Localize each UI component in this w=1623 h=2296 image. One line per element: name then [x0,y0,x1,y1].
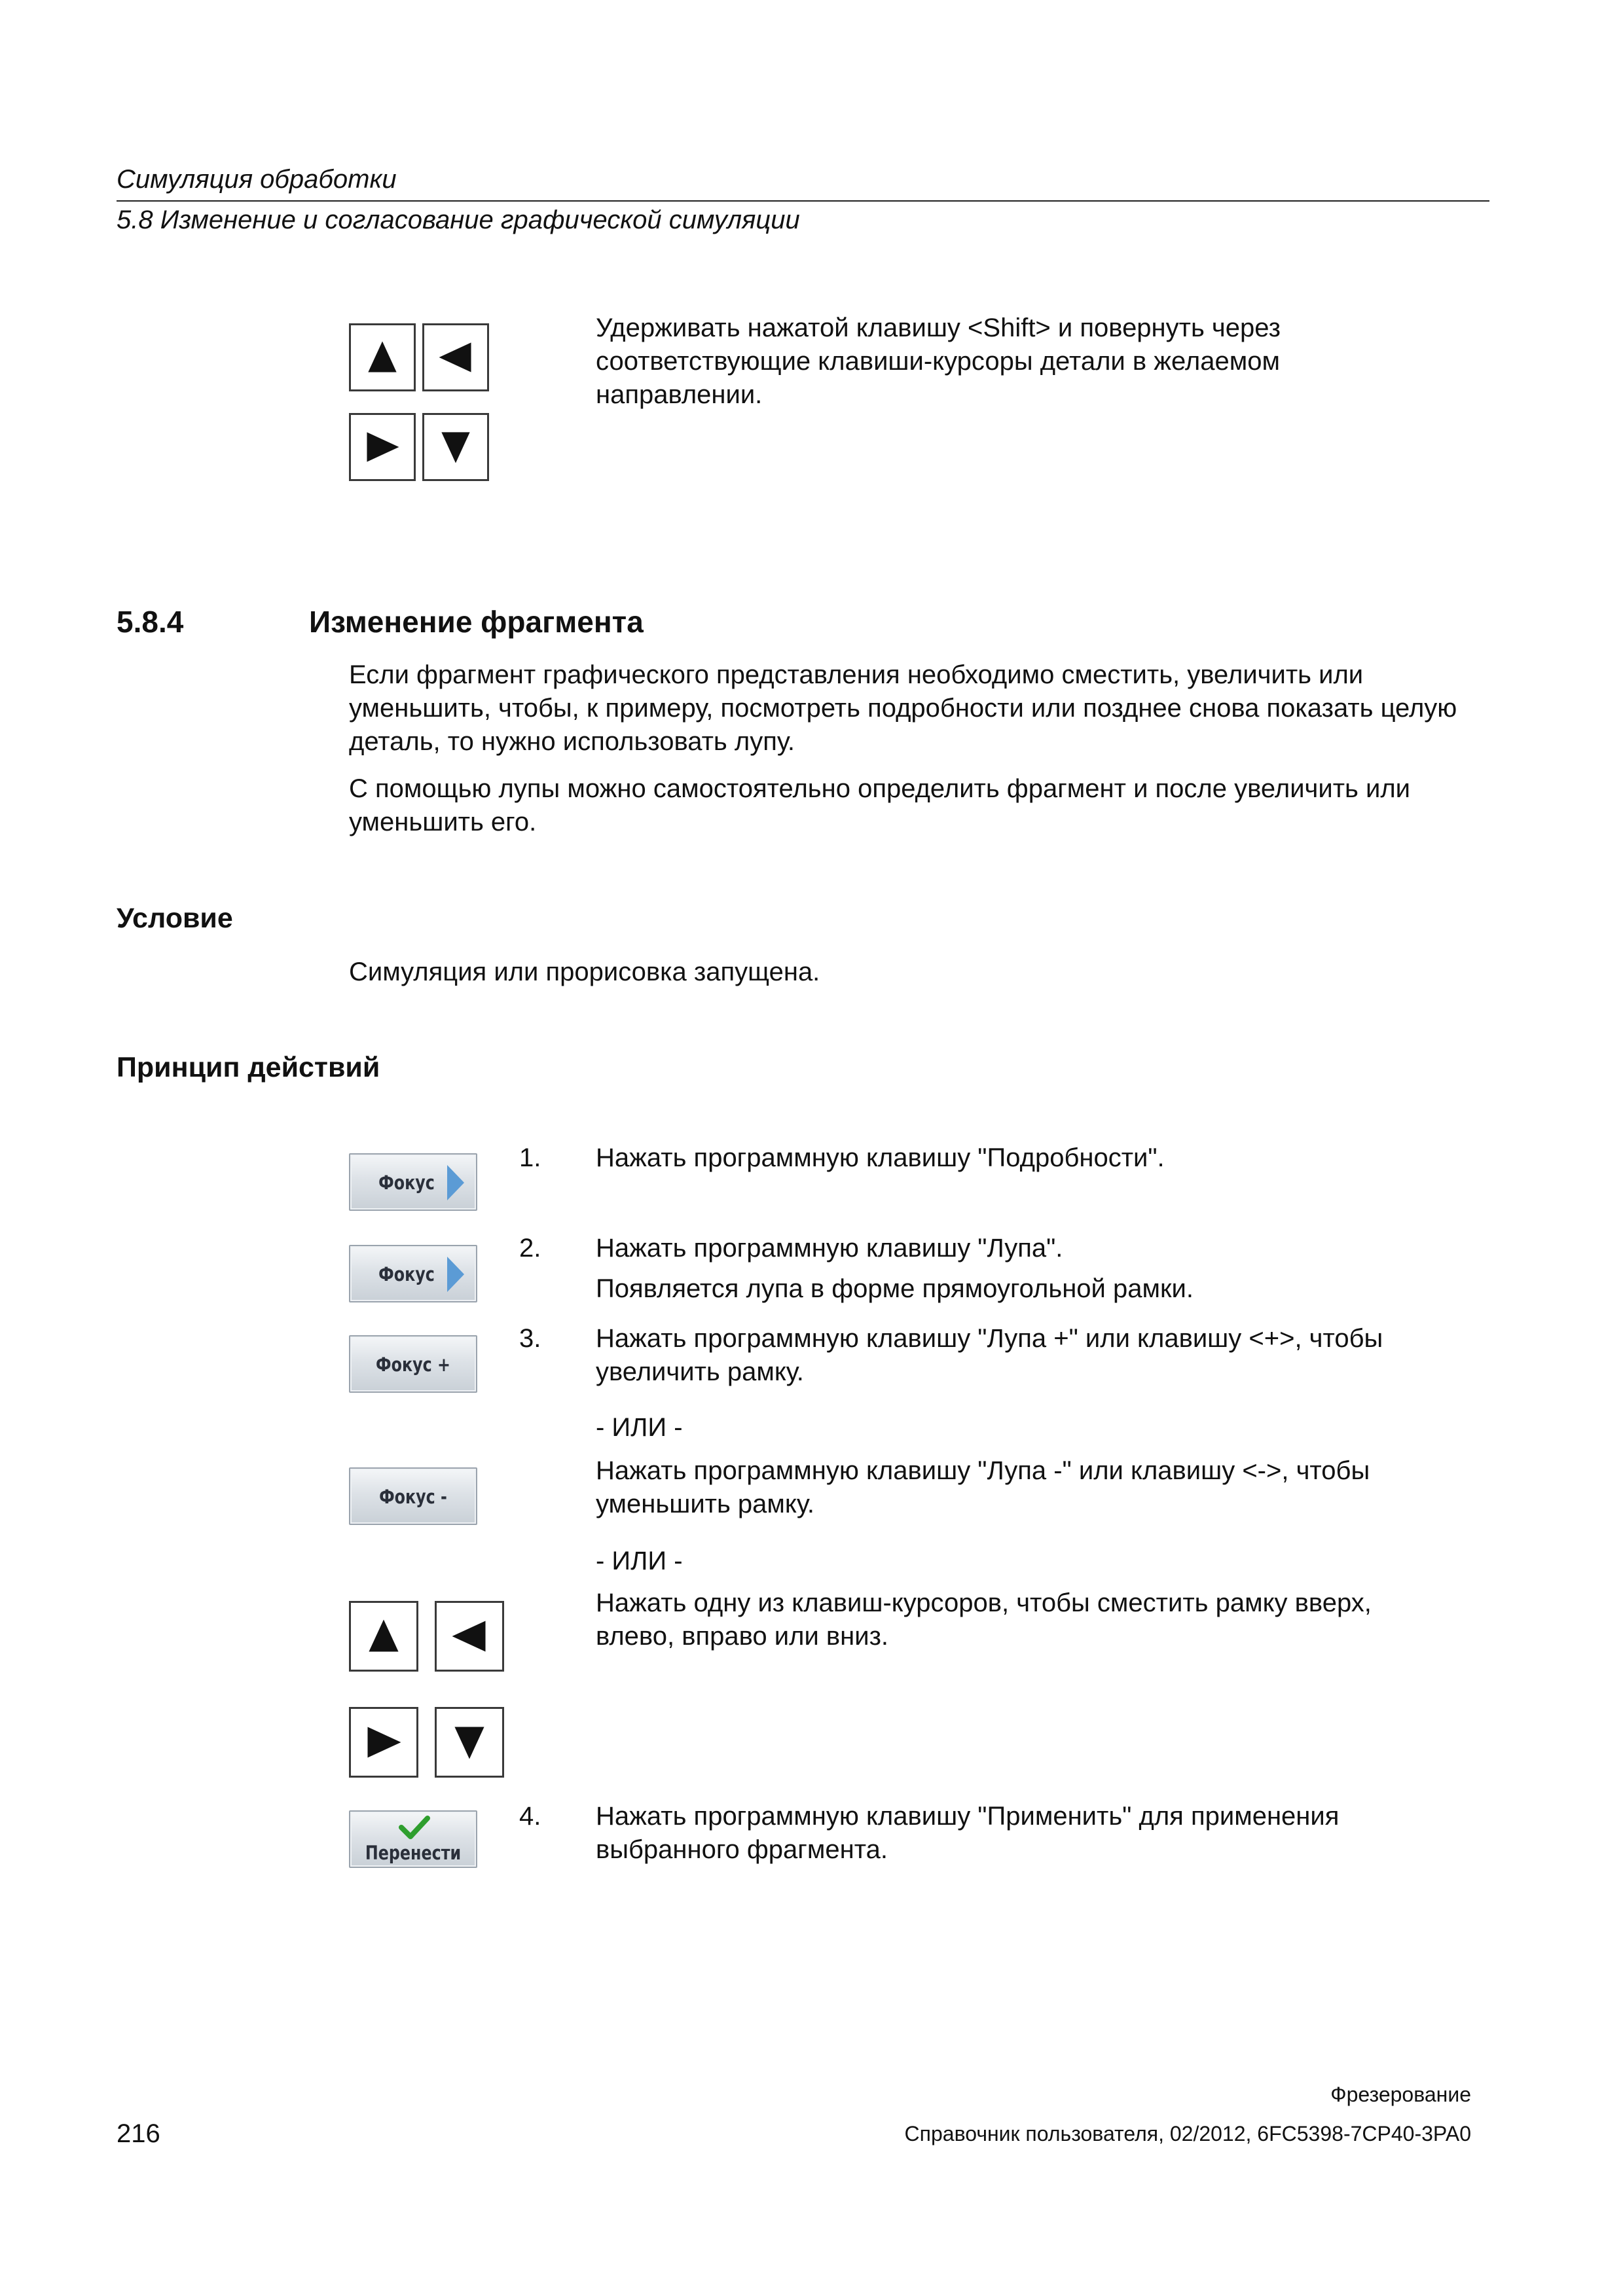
page-number: 216 [117,2119,160,2148]
header-chapter: Симуляция обработки [117,165,397,194]
arrow-down-icon [424,415,487,479]
softkey-details[interactable] [349,1153,477,1211]
step-result: Появляется лупа в форме прямоугольной рамки. [596,1274,1194,1303]
softkey-magnifier-minus[interactable] [349,1467,477,1525]
softkey-label: Фокус [378,1263,435,1285]
step-text: Нажать программную клавишу "Применить" для применения выбранного фрагмента. [596,1802,1340,1864]
arrow-right-icon [351,415,414,479]
footer-product: Фрезерование [1330,2083,1471,2106]
arrow-left-icon [424,325,487,389]
arrow-right-icon [351,1709,416,1776]
checkmark-icon [396,1813,433,1842]
step-number: 1. [519,1143,541,1172]
alt-cursor-text: Нажать одну из клавиш-курсоров, чтобы сместить рамку вверх, влево, вправо или вниз. [596,1588,1372,1651]
procedure-heading: Принцип действий [117,1052,380,1083]
arrow-right-key[interactable] [349,1707,418,1778]
chevron-right-icon [445,1162,467,1203]
step-number: 2. [519,1234,541,1263]
section-paragraph-1: Если фрагмент графического представления необходимо сместить, увеличить или уменьшить, чтобы, к примеру, посмотреть подробности или позднее снова показать целую деталь, то нужно использовать лупу. [349,660,1457,756]
condition-text: Симуляция или прорисовка запущена. [349,958,820,986]
arrow-up-icon [351,325,414,389]
section-number: 5.8.4 [117,605,184,639]
section-title: Изменение фрагмента [309,605,644,639]
footer-manual: Справочник пользователя, 02/2012, 6FC5398-7CP40-3PA0 [904,2122,1471,2145]
softkey-label: Фокус + [376,1354,450,1376]
arrow-up-icon [351,1603,416,1670]
softkey-magnifier[interactable] [349,1245,477,1302]
softkey-label: Перенести [365,1842,462,1864]
arrow-right-key[interactable] [349,413,416,481]
condition-heading: Условие [117,903,233,934]
chevron-right-icon [445,1254,467,1295]
softkey-magnifier-plus[interactable] [349,1335,477,1393]
step-text: Нажать программную клавишу "Подробности". [596,1143,1165,1172]
step-text: Нажать программную клавишу "Лупа". [596,1234,1063,1263]
arrow-left-key[interactable] [422,323,489,391]
softkey-transfer[interactable] [349,1810,477,1868]
arrow-left-key[interactable] [435,1601,504,1672]
arrow-left-icon [437,1603,502,1670]
softkey-label: Фокус - [379,1486,447,1508]
step-text: Нажать программную клавишу "Лупа +" или клавишу <+>, чтобы увеличить рамку. [596,1324,1383,1386]
softkey-label: Фокус [378,1172,435,1194]
or-label: - ИЛИ - [596,1547,683,1575]
step-number: 4. [519,1802,541,1831]
alt-zoom-out-text: Нажать программную клавишу "Лупа -" или клавишу <->, чтобы уменьшить рамку. [596,1456,1370,1518]
arrow-down-key[interactable] [435,1707,504,1778]
arrow-down-icon [437,1709,502,1776]
intro-text: Удерживать нажатой клавишу <Shift> и повернуть через соответствующие клавиши-курсоры детали в желаемом направлении. [596,314,1281,409]
arrow-down-key[interactable] [422,413,489,481]
arrow-up-key[interactable] [349,323,416,391]
arrow-up-key[interactable] [349,1601,418,1672]
section-paragraph-2: С помощью лупы можно самостоятельно определить фрагмент и после увеличить или уменьшить его. [349,774,1411,836]
header-rule [117,200,1489,202]
or-label: - ИЛИ - [596,1413,683,1442]
header-section: 5.8 Изменение и согласование графической симуляции [117,206,800,234]
step-number: 3. [519,1324,541,1353]
